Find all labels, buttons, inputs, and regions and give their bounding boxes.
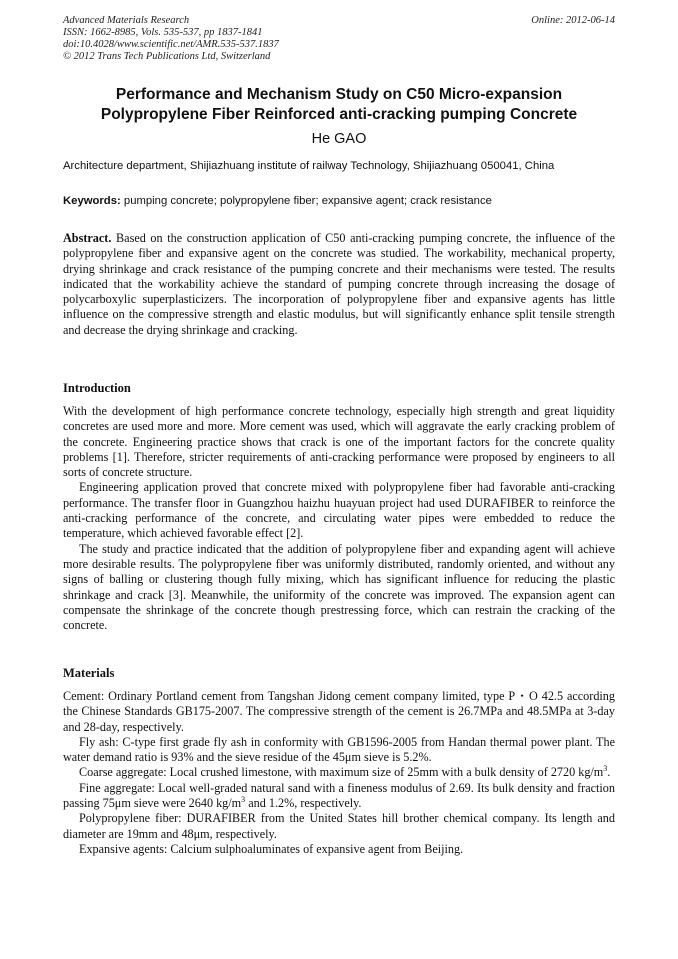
keywords-text: pumping concrete; polypropylene fiber; expansive agent; crack resistance: [123, 195, 492, 207]
paper-title: [63, 85, 615, 125]
issn-line: ISSN: 1662-8985, Vols. 535-537, pp 1837-1841: [63, 27, 263, 38]
title-line-2: Polypropylene Fiber Reinforced anti-cracking pumping Concrete: [100, 106, 578, 123]
materials-fly-ash: Fly ash: C-type first grade fly ash in conformity with GB1596-2005 from Handan thermal power plant. The water demand ratio is 93% and the sieve residue of the 45μm sieve is 5.2%.: [63, 734, 615, 765]
materials-body: [63, 689, 615, 857]
materials-polypropylene-fiber: Polypropylene fiber: DURAFIBER from the United States hill brother chemical company. Its length and diameter are 19mm and 48μm, respectively.: [63, 811, 615, 841]
abstract-text: Based on the construction application of C50 anti-cracking pumping concrete, the influence of the polypropylene fiber and expansive agent on the concrete was studied. The workability, mechanical property, drying shrinkage and crack resistance of the pumping concrete and their mechanisms were tested. The results indicated that the workability achieve the standard of pumping concrete through increasing the dosage of polycarboxylic superplasticizers. The incorporation of polypropylene fiber and expansive agents has little influence on the compressive strength and elastic modulus, but will significantly enhance split tensile strength and decrease the drying shrinkage and cracking.: [63, 231, 616, 337]
introduction-body: [63, 404, 615, 633]
abstract: [63, 231, 615, 338]
intro-paragraph-3: The study and practice indicated that the addition of polypropylene fiber and expanding agent will achieve more desirable results. The polypropylene fiber was uniformly distributed, randomly oriented, and without any signs of balling or clustering though fully mixing, which has significant influence for reducing the plastic shrinkage and crack [3]. Meanwhile, the uniformity of the concrete was improved. The expansion agent can compensate the shrinkage of the concrete though prestressing force, which can restrain the cracking of the concrete.: [63, 541, 615, 633]
intro-paragraph-1: With the development of high performance concrete technology, especially high strength and great liquidity concretes are used more and more. More cement was used, which will aggravate the early cracking problem of the concrete. Engineering practice shows that crack is one of the important factors for the concrete quality problems [1]. Therefore, stricter requirements of anti-cracking performance were proposed by engineers to all sorts of concrete structure.: [63, 404, 615, 480]
abstract-label: Abstract.: [63, 231, 112, 245]
intro-paragraph-2: Engineering application proved that concrete mixed with polypropylene fiber had favorable anti-cracking performance. The transfer floor in Guangzhou haizhu huayuan project had used DURAFIBER to reinforce the anti-cracking performance of the concrete, and circulating water pipes were embedded to reduce the temperature, which achieved favorable effect [2].: [63, 480, 615, 541]
affiliation: Architecture department, Shijiazhuang institute of railway Technology, Shijiazhuang 050041, China: [63, 160, 555, 172]
journal-name: Advanced Materials Research: [63, 15, 190, 26]
materials-fine-aggregate: Fine aggregate: Local well-graded natural sand with a fineness modulus of 2.69. Its bulk density and fraction passing 75μm sieve were 2640 $kg/m^3$ and 1.2%, respectively.: [63, 780, 615, 811]
introduction-heading: Introduction: [63, 381, 131, 395]
author: He GAO: [311, 131, 367, 147]
title-line-1: Performance and Mechanism Study on C50 Micro-expansion: [115, 86, 563, 103]
keywords-label: Keywords:: [63, 195, 121, 207]
materials-coarse-aggregate: Coarse aggregate: Local crushed limestone, with maximum size of 25mm with a bulk density of 2720 $kg/m^3$.: [79, 764, 611, 780]
online-date: Online: 2012-06-14: [531, 15, 615, 26]
materials-expansive-agent: Expansive agents: Calcium sulphoaluminates of expansive agent from Beijing.: [79, 841, 464, 856]
materials-cement: Cement: Ordinary Portland cement from Tangshan Jidong cement company limited, type P・O 42.5 according the Chinese Standards GB175-2007. The compressive strength of the cement is 26.7MPa and 48.5MPa at 3-day and 28-day, respectively.: [63, 689, 615, 734]
keywords: [63, 195, 615, 207]
copyright-line: © 2012 Trans Tech Publications Ltd, Switzerland: [63, 51, 271, 62]
doi-line: doi:10.4028/www.scientific.net/AMR.535-537.1837: [63, 39, 279, 50]
materials-heading: Materials: [63, 666, 115, 680]
journal-header: [63, 15, 615, 63]
